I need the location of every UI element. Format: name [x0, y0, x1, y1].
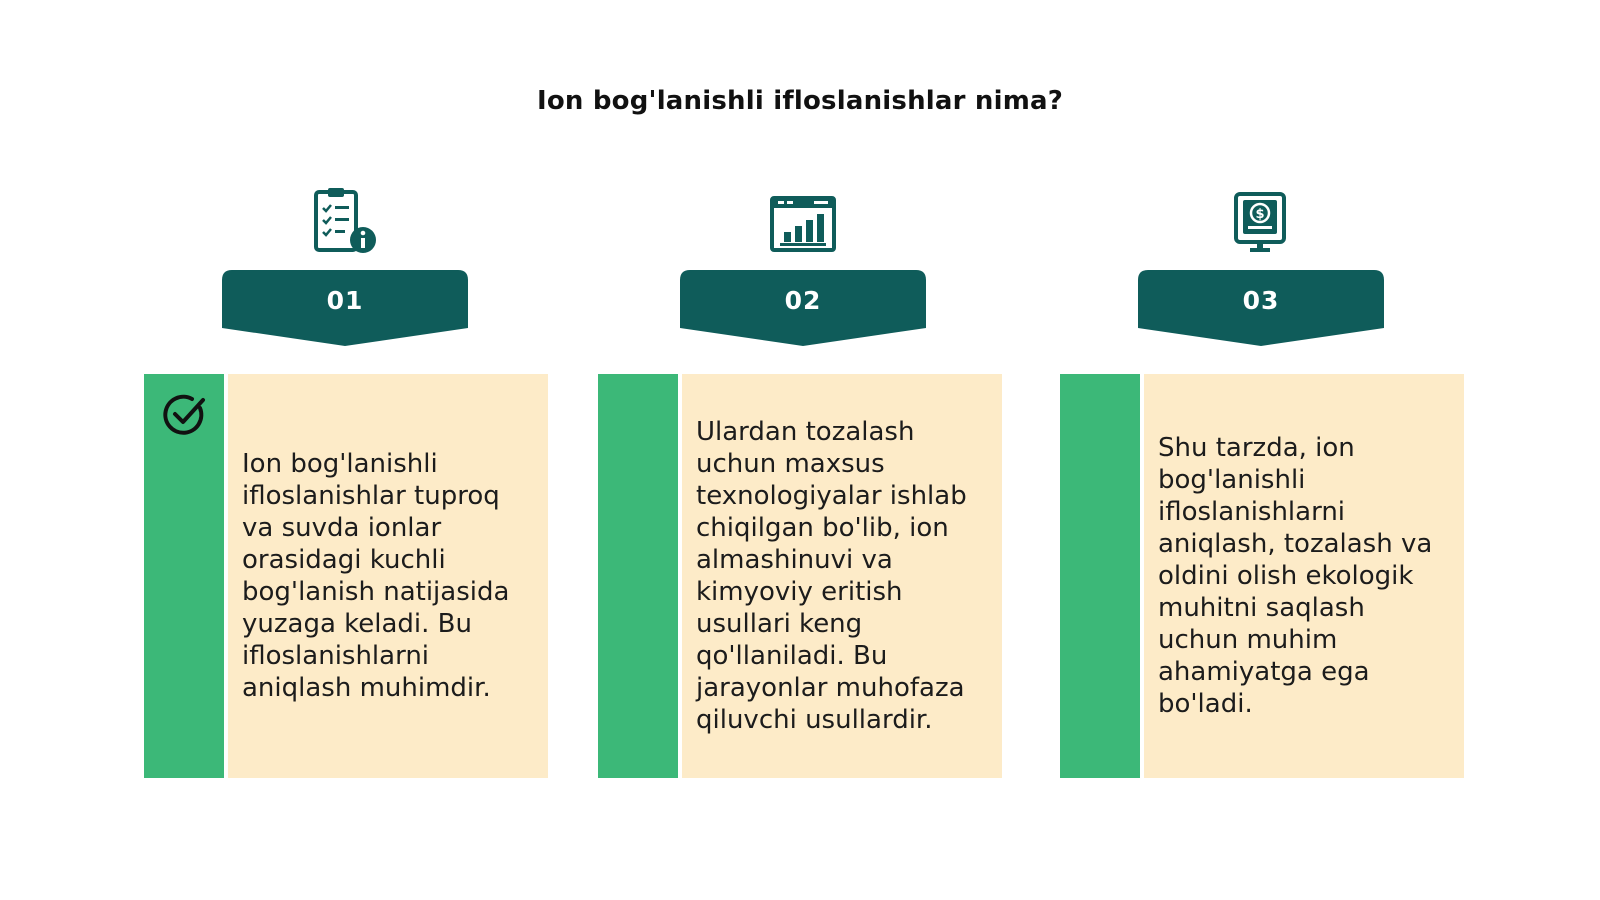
step-number: 03 — [1242, 286, 1280, 315]
content-card-2 — [598, 374, 1002, 778]
svg-text:$: $ — [1255, 207, 1265, 222]
check-circle-icon — [162, 392, 208, 438]
step-header-1 — [222, 186, 468, 346]
card-accent-bar — [1060, 374, 1140, 778]
step-number: 01 — [326, 286, 364, 315]
page-title: Ion bog'lanishli ifloslanishlar nima? — [536, 86, 1064, 116]
card-body — [682, 374, 1002, 778]
card-text: Shu tarzda, ion bog'lanishli ifloslanishlarni aniqlash, tozalash va oldini olish ekologik muhitni saqlash uchun muhim ahamiyatga ega bo'ladi. — [1158, 433, 1433, 719]
content-card-3 — [1060, 374, 1464, 778]
card-body — [228, 374, 548, 778]
step-header-2 — [680, 186, 926, 346]
card-text: Ulardan tozalash uchun maxsus texnologiyalar ishlab chiqilgan bo'lib, ion almashinuvi va kimyoviy eritish usullari keng qo'llaniladi. Bu jarayonlar muhofaza qiluvchi usullardir. — [696, 417, 967, 735]
card-accent-bar — [144, 374, 224, 778]
dollar-monitor-icon — [1226, 186, 1296, 256]
content-card-1 — [144, 374, 548, 778]
step-header-3 — [1138, 186, 1384, 346]
clipboard-checklist-info-icon — [310, 186, 380, 256]
card-body — [1144, 374, 1464, 778]
card-text: Ion bog'lanishli ifloslanishlar tuproq va suvda ionlar orasidagi kuchli bog'lanish natijasida yuzaga keladi. Bu ifloslanishlarni aniqlash muhimdir. — [242, 449, 510, 703]
step-number: 02 — [784, 286, 822, 315]
card-accent-bar — [598, 374, 678, 778]
bar-chart-window-icon — [768, 186, 838, 256]
